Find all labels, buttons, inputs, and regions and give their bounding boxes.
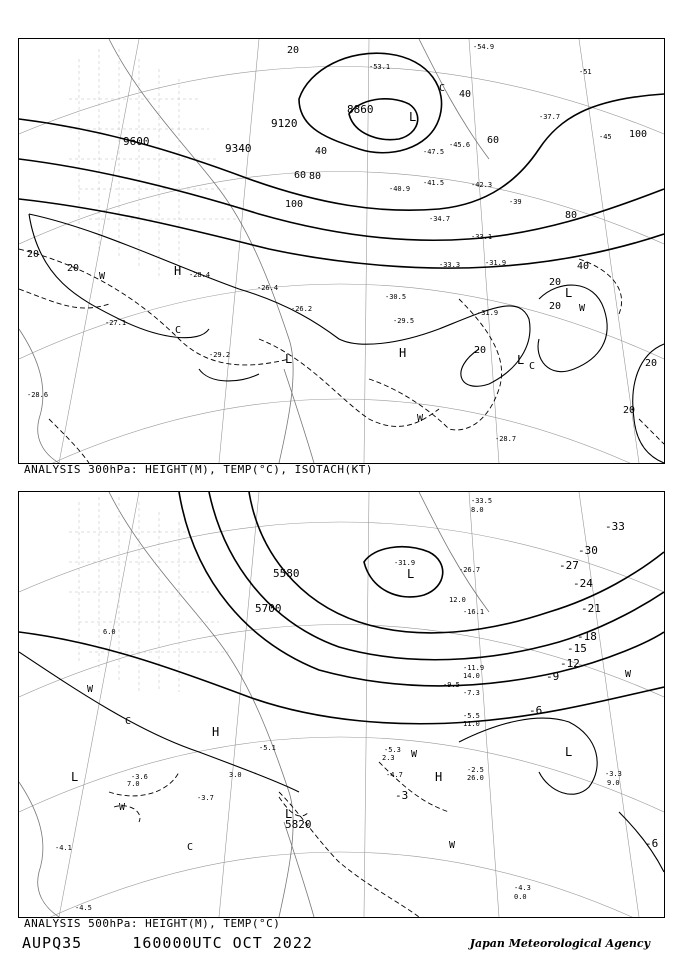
temp-label: -27.1 [105,319,127,327]
temp-contour-label: -33 [605,520,625,533]
low-center: L [409,110,417,124]
isotherms-dashed-500 [109,762,449,917]
caption-500hpa: ANALYSIS 500hPa: HEIGHT(M), TEMP(°C) [24,917,281,930]
temp-label: -39 [509,198,522,206]
station-value: -4.3 [514,884,531,892]
cold-center: C [175,325,182,336]
station-value: -4.1 [55,844,72,852]
low-center: L [285,807,293,821]
isotach-label: 40 [315,146,328,157]
temp-label-group-300 [27,43,612,443]
temp-contour-label: -6 [645,837,659,850]
temp-label: -37.7 [539,113,561,121]
warm-center: W [87,684,94,695]
station-value: -4.7 [386,771,403,779]
temp-label: -33.1 [471,233,493,241]
station-value: 8.0 [471,506,484,514]
temp-contour-label-group-500 [395,520,658,850]
warm-center: W [99,271,106,282]
station-value: 0.0 [514,893,527,901]
isotach-label: 100 [629,129,648,140]
temp-contour-label: -3 [395,789,409,802]
station-value: -16.1 [463,608,485,616]
high-center: H [212,725,220,739]
temp-contour-label: -12 [560,657,580,670]
temp-label: -33.3 [439,261,461,269]
height-contours-500 [19,492,664,724]
temp-contour-label: -27 [559,559,579,572]
caption-300hpa: ANALYSIS 300hPa: HEIGHT(M), TEMP(°C), ISOTACH(KT) [24,463,374,476]
isotach-label: 40 [577,261,590,272]
temp-label: -31.9 [477,309,499,317]
isotach-label: 20 [67,263,80,274]
isotach-label: 80 [309,171,322,182]
map-500hpa-panel [18,491,665,918]
isotach-label: 80 [565,210,578,221]
temp-contour-label: -9 [546,670,560,683]
height-label: 5580 [273,567,300,580]
chart-code: AUPQ35 [22,934,83,952]
station-value: -31.9 [394,559,416,567]
temp-label: -40.9 [389,185,411,193]
isotach-label: 20 [27,249,40,260]
station-value: 7.0 [127,780,140,788]
warm-center: W [625,669,632,680]
station-value: -3.6 [131,773,148,781]
station-value: -7.3 [463,689,480,697]
height-label: 9600 [123,135,150,148]
station-value: 12.0 [449,596,466,604]
coastline-500 [19,492,489,917]
temp-contour-label: -15 [567,642,587,655]
temp-label: -42.3 [471,181,493,189]
height-label: 9120 [271,117,298,130]
low-center: L [565,745,573,759]
map-300hpa-panel [18,38,665,464]
agency-name: Japan Meteorological Agency [469,937,650,950]
isotach-label: 20 [645,358,658,369]
station-value: -4.5 [75,904,92,912]
low-center: L [407,567,415,581]
isotherms-300 [19,249,664,463]
station-value: 14.0 [463,672,480,680]
hatch-region-500 [69,497,229,692]
graticule-300 [19,39,664,463]
graticule-500 [19,492,664,917]
map-500hpa-canvas [19,492,664,917]
cold-center: C [187,842,194,853]
station-value: 2.3 [382,754,395,762]
station-value: -11.9 [463,664,485,672]
temp-label: -26.4 [257,284,279,292]
high-center: H [174,264,182,278]
temp-label: -51 [579,68,592,76]
station-value: 26.0 [467,774,484,782]
temp-contour-label: -24 [573,577,593,590]
coastline-300 [19,39,489,463]
station-value: 6.0 [103,628,116,636]
height-label-group-500 [255,567,312,831]
isotach-label: 20 [623,405,636,416]
height-label: 5700 [255,602,282,615]
isotach-label-group-300 [27,45,657,416]
temp-label: -31.9 [485,259,507,267]
temp-label: -45.6 [449,141,471,149]
low-center: L [71,770,79,784]
station-value: -9.5 [443,681,460,689]
isotachs-300 [29,214,664,463]
cold-center: C [439,83,446,94]
height-label: 8860 [347,103,374,116]
station-value: -3.7 [197,794,214,802]
station-value: 11.0 [463,720,480,728]
height-label: 9340 [225,142,252,155]
map-300hpa-canvas [19,39,664,463]
temp-label: -29.5 [393,317,415,325]
temp-label: -34.7 [429,215,451,223]
warm-center: W [579,303,586,314]
temp-label: -26.2 [291,305,313,313]
station-value: -5.3 [384,746,401,754]
isotach-label: 20 [287,45,300,56]
isotach-label: 40 [459,89,472,100]
high-center: H [435,770,443,784]
temp-label: -30.5 [385,293,407,301]
station-value: -33.5 [471,497,493,505]
station-value: -2.5 [467,766,484,774]
temp-label: -29.2 [209,351,231,359]
station-value: -26.7 [459,566,481,574]
temp-contour-label: -6 [529,704,543,717]
cold-center: C [529,361,536,372]
temp-center-group-500 [87,669,632,853]
isotach-label: 20 [474,345,487,356]
temp-label: -28.6 [27,391,49,399]
station-value: -5.1 [259,744,276,752]
isotach-label: 60 [487,135,500,146]
isotach-label: 20 [549,277,562,288]
isotach-label: 100 [285,199,304,210]
temp-label: -28.7 [495,435,517,443]
isotherms-500 [19,652,664,872]
temp-label: -41.5 [423,179,445,187]
temp-label: -28.4 [189,271,211,279]
temp-contour-label: -18 [577,630,597,643]
valid-time: 160000UTC OCT 2022 [132,934,313,952]
temp-label: -47.5 [423,148,445,156]
low-center: L [565,286,573,300]
station-value: 3.0 [229,771,242,779]
isotach-label: 20 [549,301,562,312]
cold-center: C [125,716,132,727]
isotach-label: 60 [294,170,307,181]
temp-contour-label: -21 [581,602,601,615]
chart-identifier [22,934,313,952]
low-center: L [285,352,293,366]
station-value: 9.0 [607,779,620,787]
warm-center: W [417,413,424,424]
temp-label: -53.1 [369,63,391,71]
height-label: 5820 [285,818,312,831]
temp-contour-label: -30 [578,544,598,557]
station-value: -5.5 [463,712,480,720]
temp-center-group-300 [99,83,586,424]
temp-label: -45 [599,133,612,141]
warm-center: W [411,749,418,760]
high-center: H [399,346,407,360]
low-center: L [517,353,525,367]
temp-label: -54.9 [473,43,495,51]
hatch-region-300 [69,49,239,279]
station-value: -3.3 [605,770,622,778]
warm-center: W [449,840,456,851]
warm-center: W [119,802,126,813]
